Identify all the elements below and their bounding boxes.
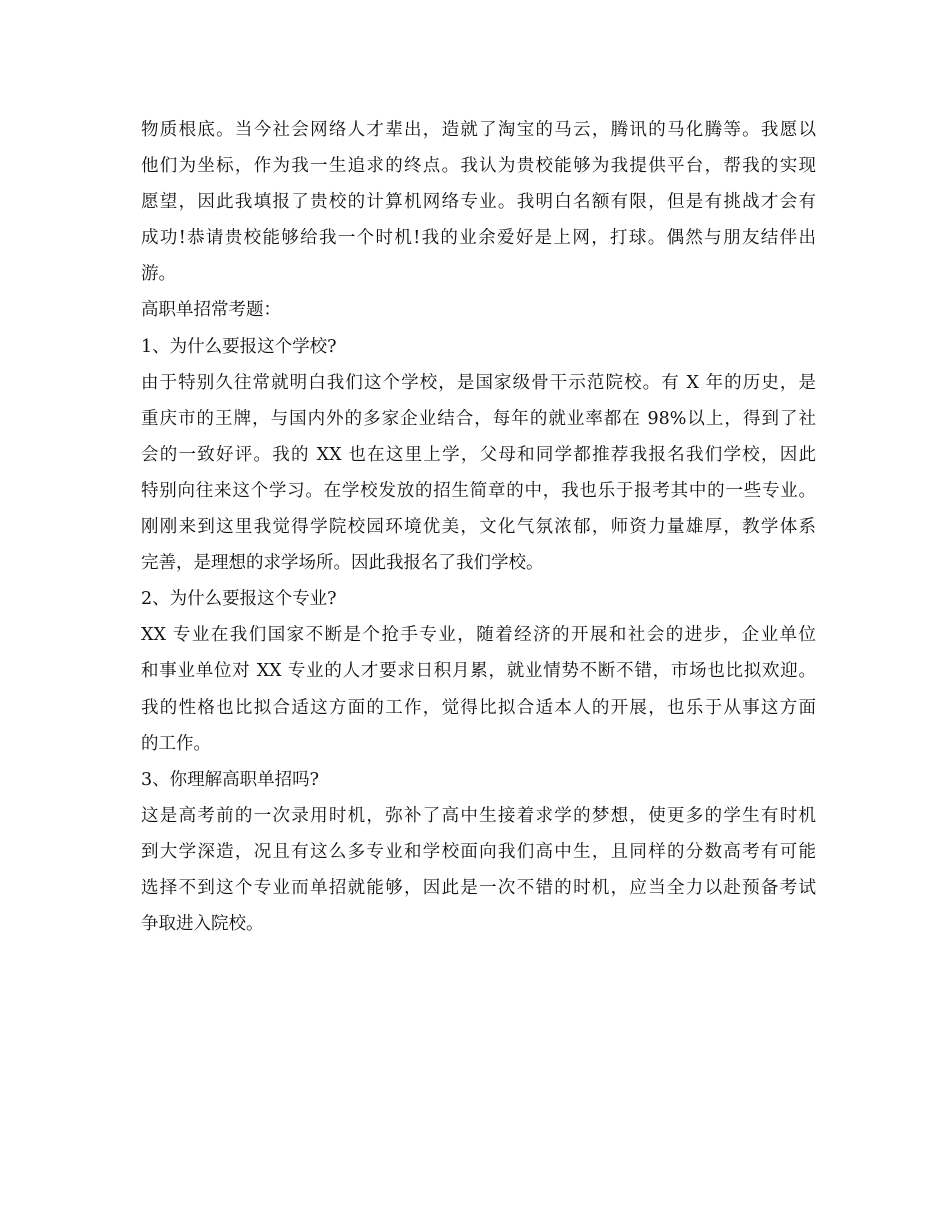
paragraph-line: 我的性格也比拟合适这方面的工作，觉得比拟合适本人的开展，也乐于从事这方面 (141, 697, 816, 718)
paragraph-line: 和事业单位对 XX 专业的人才要求日积月累，就业情势不断不错，市场也比拟欢迎。 (141, 661, 816, 682)
question-line: 3、你理解高职单招吗? (141, 769, 320, 790)
paragraph-line: 特别向往来这个学习。在学校发放的招生简章的中，我也乐于报考其中的一些专业。 (141, 480, 816, 501)
paragraph-line: 重庆市的王牌，与国内外的多家企业结合，每年的就业率都在 98%以上，得到了社 (141, 408, 816, 429)
document-paragraph (141, 617, 816, 761)
document-paragraph (141, 112, 816, 292)
document-paragraph (141, 365, 816, 582)
paragraph-line: 物质根底。当今社会网络人才辈出，造就了淘宝的马云，腾讯的马化腾等。我愿以 (141, 120, 816, 140)
paragraph-line: 的工作。 (141, 733, 211, 754)
paragraph-line: 到大学深造，况且有这么多专业和学校面向我们高中生，且同样的分数高考有可能 (141, 841, 816, 862)
paragraph-line: 选择不到这个专业而单招就能够，因此是一次不错的时机，应当全力以赴预备考试 (141, 877, 816, 898)
question-line: 2、为什么要报这个专业? (141, 589, 337, 610)
paragraph-line: 成功!恭请贵校能够给我一个时机!我的业余爱好是上网，打球。偶然与朋友结伴出 (141, 228, 816, 249)
paragraph-line: 由于特别久往常就明白我们这个学校，是国家级骨干示范院校。有 X 年的历史，是 (141, 372, 816, 393)
paragraph-line: 游。 (141, 264, 176, 285)
paragraph-line: 愿望，因此我填报了贵校的计算机网络专业。我明白名额有限，但是有挑战才会有 (141, 192, 816, 213)
document-question (141, 581, 816, 617)
document-question (141, 762, 816, 798)
paragraph-line: 完善，是理想的求学场所。因此我报名了我们学校。 (141, 553, 544, 574)
paragraph-line: XX 专业在我们国家不断是个抢手专业，随着经济的开展和社会的进步，企业单位 (141, 625, 816, 646)
heading-line: 高职单招常考题： (141, 300, 281, 321)
paragraph-line: 争取进入院校。 (141, 914, 264, 935)
paragraph-line: 他们为坐标，作为我一生追求的终点。我认为贵校能够为我提供平台，帮我的实现 (141, 156, 816, 177)
paragraph-line: 会的一致好评。我的 XX 也在这里上学，父母和同学都推荐我报名我们学校，因此 (141, 444, 816, 465)
document-body (141, 112, 816, 942)
document-question (141, 329, 816, 365)
document-paragraph (141, 798, 816, 942)
paragraph-line: 这是高考前的一次录用时机，弥补了高中生接着求学的梦想，使更多的学生有时机 (141, 805, 816, 826)
question-line: 1、为什么要报这个学校? (141, 336, 337, 357)
paragraph-line: 刚刚来到这里我觉得学院校园环境优美，文化气氛浓郁，师资力量雄厚，教学体系 (141, 517, 816, 538)
document-heading (141, 292, 816, 328)
